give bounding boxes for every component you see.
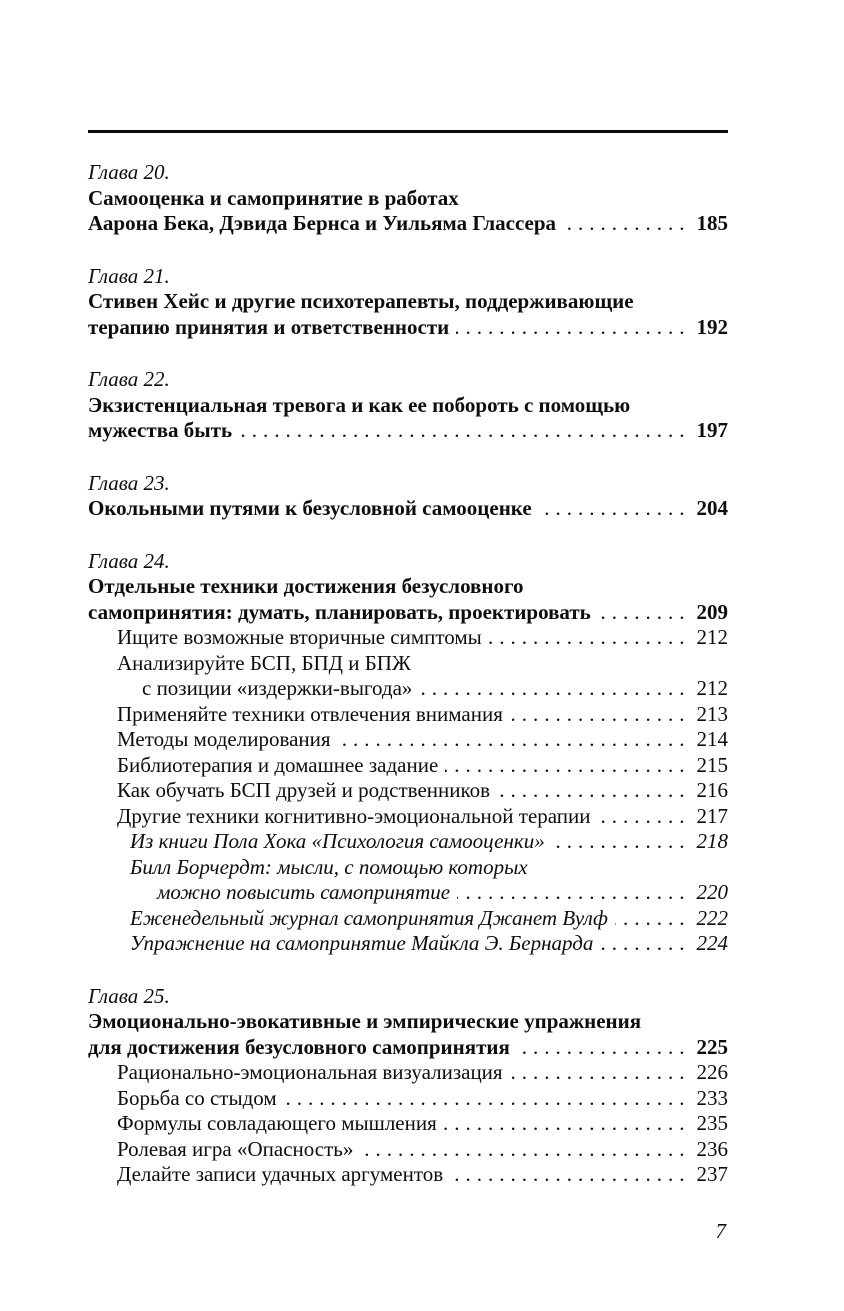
dot-leader [444,1111,691,1137]
toc-chapter-title-line [88,1009,728,1035]
dot-leader [539,496,691,522]
toc-chapter-group [88,160,728,237]
toc-chapter-title-line [88,211,728,237]
dot-leader [598,600,691,626]
toc-entry-text: Стивен Хейс и другие психотерапевты, поддерживающие [88,289,634,313]
toc-page-number: 226 [696,1060,728,1084]
toc-item-line [88,880,728,906]
toc-chapter-group [88,264,728,341]
dot-leader [563,211,690,237]
dot-leader [615,906,691,932]
toc-item-line [88,753,728,779]
toc-entry-text: Ролевая игра «Опасность» [117,1136,354,1161]
toc-item-line [88,1111,728,1137]
toc-entry-text: Отдельные техники достижения безусловного [88,574,524,598]
toc-item-line [88,1086,728,1112]
toc-chapter-label-line [88,367,728,393]
toc-item-line [88,1137,728,1163]
dot-leader [598,804,691,830]
toc-item-line [88,829,728,855]
toc-entry-text: Упражнение на самопринятие Майкла Э. Бернарда [130,931,594,955]
toc-page-number: 217 [696,803,728,828]
toc-item-line [88,1060,728,1086]
toc-page-number: 215 [696,752,728,777]
toc-chapter-label: Глава 24. [88,548,170,573]
toc-item-line [88,1162,728,1188]
toc-entry-text: для достижения безусловного самопринятия [88,1034,510,1059]
dot-leader [510,1060,691,1086]
toc-page-number: 204 [696,496,728,520]
header-rule [88,130,728,133]
toc-chapter-title-line [88,1035,728,1061]
dot-leader [284,1086,691,1112]
toc-page-number: 225 [696,1034,728,1059]
toc-page-number: 220 [696,880,728,904]
toc [88,160,728,1188]
toc-entry-text: Эмоционально-эвокативные и эмпирические упражнения [88,1009,642,1033]
toc-chapter-group [88,367,728,444]
toc-chapter-label: Глава 23. [88,470,170,495]
toc-entry-text: Применяйте техники отвлечения внимания [117,701,503,726]
toc-chapter-label: Глава 20. [88,160,170,184]
toc-entry-text: Из книги Пола Хока «Психология самооценки» [130,829,545,853]
toc-chapter-label: Глава 25. [88,983,170,1008]
toc-entry-text: Окольными путями к безусловной самооценке [88,496,532,520]
toc-page-number: 214 [696,727,728,751]
toc-page-number: 213 [696,701,728,726]
toc-entry-text: самопринятия: думать, планировать, проектировать [88,599,591,624]
toc-chapter-label-line [88,160,728,186]
toc-entry-text: Экзистенциальная тревога и как ее побороть с помощью [88,392,631,417]
toc-item-line [88,676,728,702]
toc-entry-text: Как обучать БСП друзей и родственников [117,778,491,802]
toc-item-line [88,727,728,753]
toc-entry-text: Ищите возможные вторичные симптомы [117,625,482,649]
dot-leader [445,753,690,779]
dot-leader [456,315,690,341]
folio-page-number: 7 [715,1219,726,1243]
toc-chapter-label: Глава 22. [88,367,170,391]
dot-leader [552,829,691,855]
toc-entry-text: Самооценка и самопринятие в работах [88,185,459,210]
dot-leader [510,702,691,728]
toc-entry-text: Билл Борчердт: мысли, с помощью которых [130,854,528,879]
toc-page-number: 237 [696,1162,728,1186]
toc-chapter-group [88,549,728,957]
toc-chapter-title-line [88,574,728,600]
toc-page-number: 222 [696,905,728,930]
toc-chapter-title-line [88,186,728,212]
toc-chapter-title-line [88,600,728,626]
toc-page-number: 197 [696,418,728,442]
toc-page-number: 235 [696,1111,728,1135]
dot-leader [338,727,691,753]
toc-entry-text: Еженедельный журнал самопринятия Джанет Вулф [130,905,608,930]
toc-chapter-group [88,984,728,1188]
dot-leader [517,1035,691,1061]
dot-leader [600,931,690,957]
toc-entry-text: с позиции «издержки-выгода» [142,676,413,700]
toc-item-line [88,804,728,830]
toc-entry-text: Делайте записи удачных аргументов [117,1162,444,1186]
toc-entry-text: Библиотерапия и домашнее задание [117,752,439,777]
toc-item-line [88,625,728,651]
dot-leader [497,778,690,804]
toc-entry-text: Формулы совладающего мышления [117,1111,437,1135]
toc-item-line [88,931,728,957]
toc-entry-text: Анализируйте БСП, БПД и БПЖ [117,650,411,675]
toc-entry-text: Рационально-эмоциональная визуализация [117,1060,503,1084]
toc-page-number: 236 [696,1136,728,1161]
toc-entry-text: Борьба со стыдом [117,1085,277,1110]
toc-item-line [88,778,728,804]
dot-leader [360,1137,690,1163]
toc-item-line [88,651,728,677]
toc-page-number: 192 [696,314,728,339]
dot-leader [239,418,690,444]
toc-entry-text: Аарона Бека, Дэвида Бернса и Уильяма Глассера [88,211,557,235]
toc-entry-text: мужества быть [88,418,233,442]
toc-page-number: 224 [696,931,728,955]
toc-entry-text: Методы моделирования [117,727,331,751]
toc-chapter-title-line [88,418,728,444]
toc-entry-text: можно повысить самопринятие [157,880,451,904]
toc-page-number: 233 [696,1085,728,1110]
toc-chapter-title-line [88,315,728,341]
toc-entry-text: Другие техники когнитивно-эмоциональной терапии [117,803,591,828]
toc-chapter-label-line [88,984,728,1010]
toc-chapter-title-line [88,496,728,522]
toc-entry-text: терапию принятия и ответственности [88,314,450,339]
toc-chapter-label-line [88,549,728,575]
dot-leader [419,676,690,702]
dot-leader [457,880,690,906]
toc-page-number: 212 [696,676,728,700]
toc-chapter-label-line [88,471,728,497]
toc-chapter-group [88,471,728,522]
dot-leader [489,625,691,651]
toc-chapter-title-line [88,289,728,315]
toc-item-line [88,906,728,932]
dot-leader [450,1162,690,1188]
toc-chapter-title-line [88,393,728,419]
toc-page-number: 209 [696,599,728,624]
toc-page-number: 218 [696,829,728,853]
toc-chapter-label: Глава 21. [88,263,170,288]
toc-item-line [88,702,728,728]
toc-page-number: 212 [696,625,728,649]
toc-page-number: 185 [696,211,728,235]
toc-chapter-label-line [88,264,728,290]
toc-page-number: 216 [696,778,728,802]
toc-item-line [88,855,728,881]
